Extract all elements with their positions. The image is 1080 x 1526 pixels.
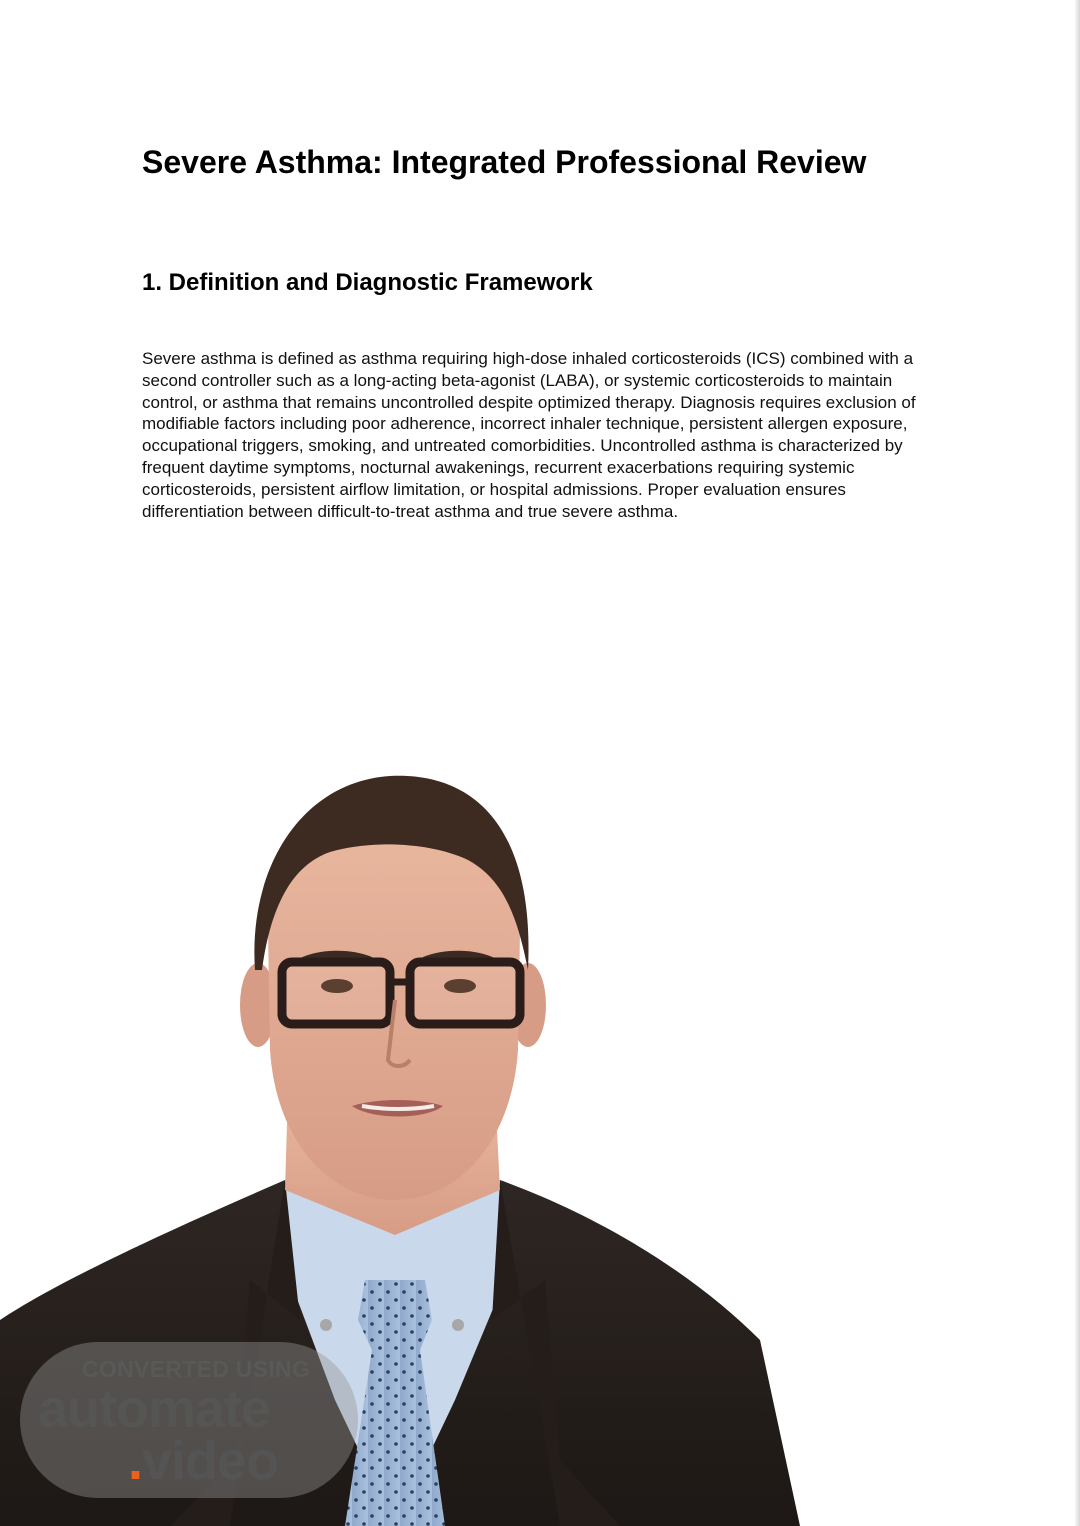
watermark-brand-video: [128, 1430, 278, 1492]
watermark-caption: CONVERTED USING: [82, 1356, 311, 1382]
page-edge-shadow: [1074, 0, 1080, 1526]
section-heading: 1. Definition and Diagnostic Framework: [142, 269, 593, 296]
body-paragraph: Severe asthma is defined as asthma requiring high-dose inhaled corticosteroids (ICS) combined with a second controller such as a long-acting beta-agonist (LABA), or systemic corticosteroids to maintain control, or asthma that remains uncontrolled despite optimized therapy. Diagnosis requires exclusion of modifiable factors including poor adherence, incorrect inhaler technique, persistent allergen exposure, occupational triggers, smoking, and untreated comorbidities. Uncontrolled asthma is characterized by frequent daytime symptoms, nocturnal awakenings, recurrent exacerbations requiring systemic corticosteroids, persistent airflow limitation, or hospital admissions. Proper evaluation ensures differentiation between difficult-to-treat asthma and true severe asthma.: [142, 349, 916, 521]
document-title: Severe Asthma: Integrated Professional Review: [142, 144, 867, 180]
watermark-video-word: video: [142, 1431, 279, 1491]
watermark-brand-automate: automate: [38, 1379, 271, 1439]
converted-using-watermark: [20, 1342, 358, 1498]
watermark-dot: .: [128, 1431, 143, 1491]
